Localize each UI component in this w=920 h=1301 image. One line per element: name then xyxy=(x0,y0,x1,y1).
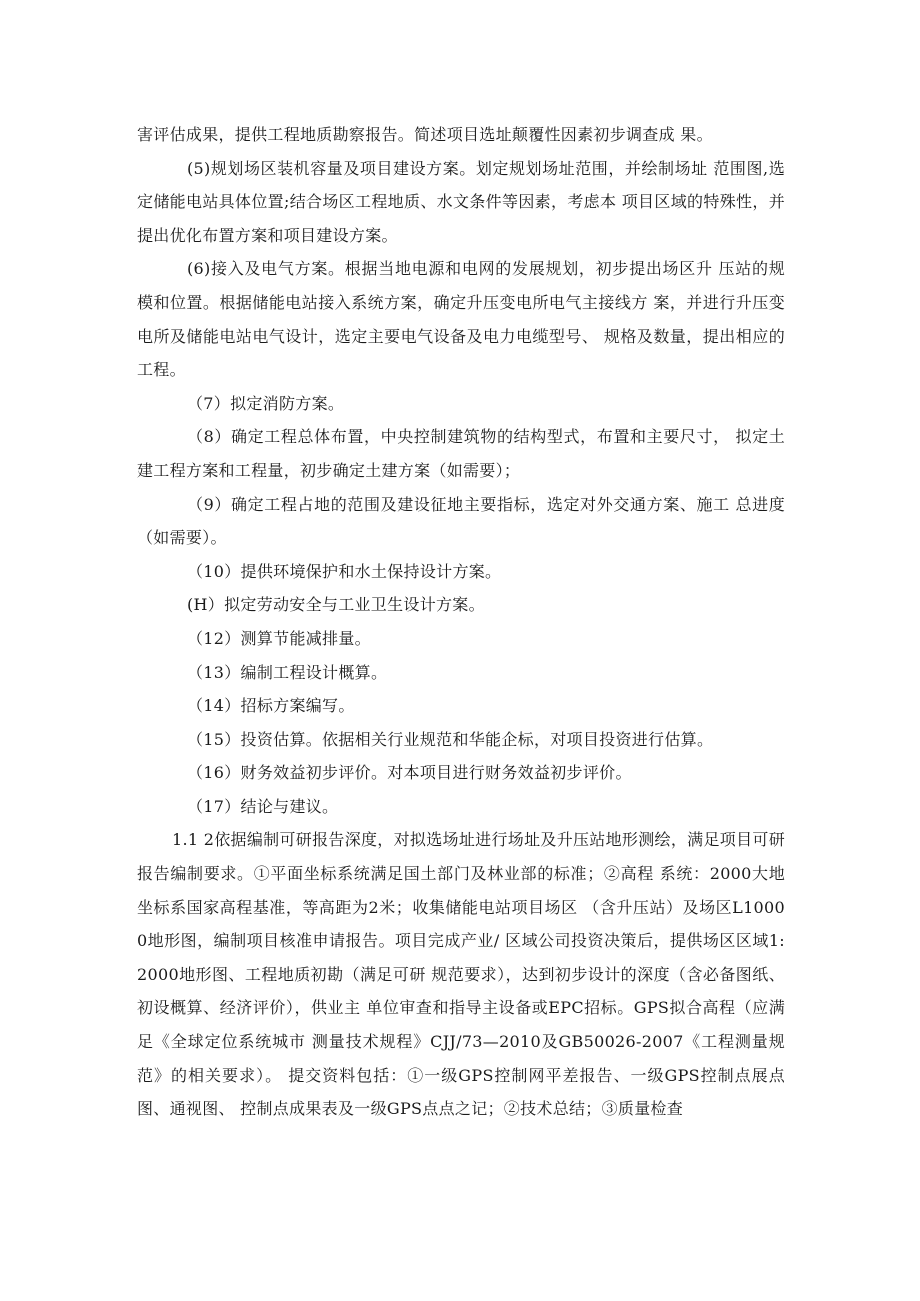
paragraph-item-5: (5)规划场区装机容量及项目建设方案。划定规划场址范围，并绘制场址 范围图,选定储能电站具体位置;结合场区工程地质、水文条件等因素，考虑本 项目区域的特殊性，并提出优化布置方案和项目建设方案。 xyxy=(137,158,785,245)
paragraph-item-8: （8）确定工程总体布置，中央控制建筑物的结构型式，布置和主要尺寸， 拟定土建工程方案和工程量，初步确定土建方案（如需要）； xyxy=(137,427,785,480)
paragraph-item-14: （14）招标方案编写。 xyxy=(187,696,355,716)
paragraph-item-12: （12）测算节能减排量。 xyxy=(187,628,371,648)
paragraph-item-11: (H）拟定劳动安全与工业卫生设计方案。 xyxy=(187,595,485,615)
paragraph-item-7: （7）拟定消防方案。 xyxy=(187,393,345,413)
paragraph-item-13: （13）编制工程设计概算。 xyxy=(187,662,388,682)
paragraph-item-10: （10）提供环境保护和水土保持设计方案。 xyxy=(187,561,502,581)
paragraph-section-1-1-2: 1.1 2依据编制可研报告深度，对拟选场址进行场址及升压站地形测绘，满足项目可研报告编制要求。①平面坐标系统满足国土部门及林业部的标准；②高程 系统：2000大地坐标系国家高程基准，等高距为2米；收集储能电站项目场区 （含升压站）及场区L10000地形图，编制项目核准申请报告。项目完成产业/ 区域公司投资决策后，提供场区区域1:2000地形图、工程地质初勘（满足可研 规范要求），达到初步设计的深度（含必备图纸、初设概算、经济评价），供业主 单位审查和指导主设备或EPC招标。GPS拟合高程（应满足《全球定位系统城市 测量技术规程》CJJ/73—2010及GB50026-2007《工程测量规范》的相关要求）。 提交资料包括：①一级GPS控制网平差报告、一级GPS控制点展点图、通视图、 控制点成果表及一级GPS点点之记；②技术总结；③质量检查 xyxy=(137,830,785,1119)
paragraph-item-16: （16）财务效益初步评价。对本项目进行财务效益初步评价。 xyxy=(187,763,632,783)
paragraph-item-17: （17）结论与建议。 xyxy=(187,796,339,816)
paragraph-item-6: (6)接入及电气方案。根据当地电源和电网的发展规划，初步提出场区升 压站的规模和位置。根据储能电站接入系统方案，确定升压变电所电气主接线方 案，并进行升压变电所及储能电站电气设计，选定主要电气设备及电力电缆型号、 规格及数量，提出相应的工程。 xyxy=(137,259,785,380)
paragraph-continuation: 害评估成果，提供工程地质勘察报告。简述项目选址颠覆性因素初步调查成 果。 xyxy=(137,125,713,144)
paragraph-item-15: （15）投资估算。依据相关行业规范和华能企标，对项目投资进行估算。 xyxy=(187,729,714,749)
paragraph-item-9: （9）确定工程占地的范围及建设征地主要指标，选定对外交通方案、施工 总进度（如需要）。 xyxy=(137,494,785,548)
document-body xyxy=(137,118,785,1126)
